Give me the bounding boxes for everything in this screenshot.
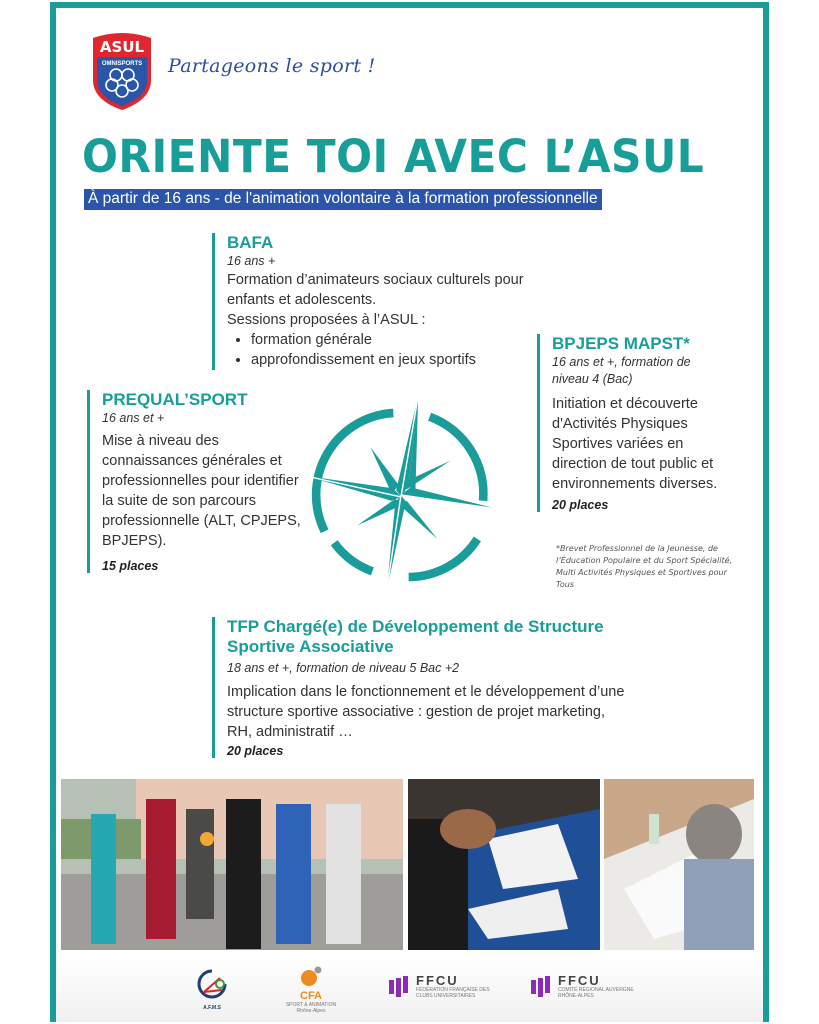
partner-cfa: CFA SPORT & ANIMATION Rhône-Alpes <box>281 966 341 1014</box>
prequal-desc: Mise à niveau des connaissances générales et professionnelles pour identifier la suite de son parcours professionnelle (ALT, CPJEPS, BPJEPS). <box>102 433 301 549</box>
section-prequal <box>87 390 302 573</box>
partners-footer <box>56 958 763 1022</box>
prequal-title: PREQUAL’SPORT <box>102 390 248 409</box>
logo-subname: OMNISPORTS <box>101 61 143 67</box>
asul-logo <box>89 30 155 112</box>
partner-afms: A.F.M.S <box>196 968 228 1011</box>
slogan: Partageons le sport ! <box>168 55 376 77</box>
bafa-title: BAFA <box>227 233 274 252</box>
bpjeps-title: BPJEPS MAPST* <box>552 334 690 353</box>
cfa-logo-icon <box>298 966 324 986</box>
ffcu-logo-icon <box>388 976 410 998</box>
bpjeps-desc: Initiation et découverte d'Activités Physiques Sportives variées en direction de tout public et environnements diverses. <box>552 396 718 492</box>
tfp-age: 18 ans et +, formation de niveau 5 Bac +2 <box>227 661 460 675</box>
subtitle-banner: À partir de 16 ans - de l'animation volontaire à la formation professionnelle <box>84 189 602 210</box>
prequal-age: 16 ans et + <box>102 411 165 425</box>
bafa-sessions-list <box>227 330 557 370</box>
bpjeps-places: 20 places <box>552 498 609 512</box>
compass-icon <box>296 390 506 600</box>
tfp-title: TFP Chargé(e) de Développement de Structure Sportive Associative <box>227 617 604 656</box>
page-title: ORIENTE TOI AVEC L’ASUL <box>82 130 705 183</box>
tfp-desc: Implication dans le fonctionnement et le développement d’une structure sportive associative : gestion de projet marketing, RH, administratif … <box>227 684 625 740</box>
photo-studying <box>604 779 754 950</box>
bpjeps-footnote: *Brevet Professionnel de la Jeunesse, de l’Éducation Populaire et du Sport Spécialité, Multi Activités Physiques et Sportives pour Tous <box>556 544 733 589</box>
logo-name: ASUL <box>99 38 145 56</box>
bpjeps-age: 16 ans et +, formation de niveau 4 (Bac) <box>552 355 691 386</box>
bafa-desc: Formation d’animateurs sociaux culturels pour enfants et adolescents. <box>227 272 524 308</box>
partner-ffcu-regional: FFCU COMITÉ RÉGIONAL AUVERGNE RHÔNE-ALPES <box>530 974 648 999</box>
poster <box>50 2 769 1022</box>
list-item: • formation générale <box>251 330 557 350</box>
partner-ffcu-national: FFCU FÉDÉRATION FRANÇAISE DES CLUBS UNIVERSITAIRES <box>388 974 506 999</box>
bafa-age: 16 ans + <box>227 254 276 268</box>
bafa-sessions-label: Sessions proposées à l’ASUL : <box>227 312 426 328</box>
tfp-places: 20 places <box>227 744 284 758</box>
prequal-places: 15 places <box>102 559 159 573</box>
section-bafa <box>212 233 557 370</box>
ffcu-logo-icon <box>530 976 552 998</box>
section-bpjeps <box>537 334 727 512</box>
list-item: • approfondissement en jeux sportifs <box>251 350 557 370</box>
photo-outdoor-group <box>61 779 403 950</box>
afms-logo-icon <box>196 968 228 1000</box>
photo-classroom <box>408 779 600 950</box>
section-tfp <box>212 617 627 758</box>
